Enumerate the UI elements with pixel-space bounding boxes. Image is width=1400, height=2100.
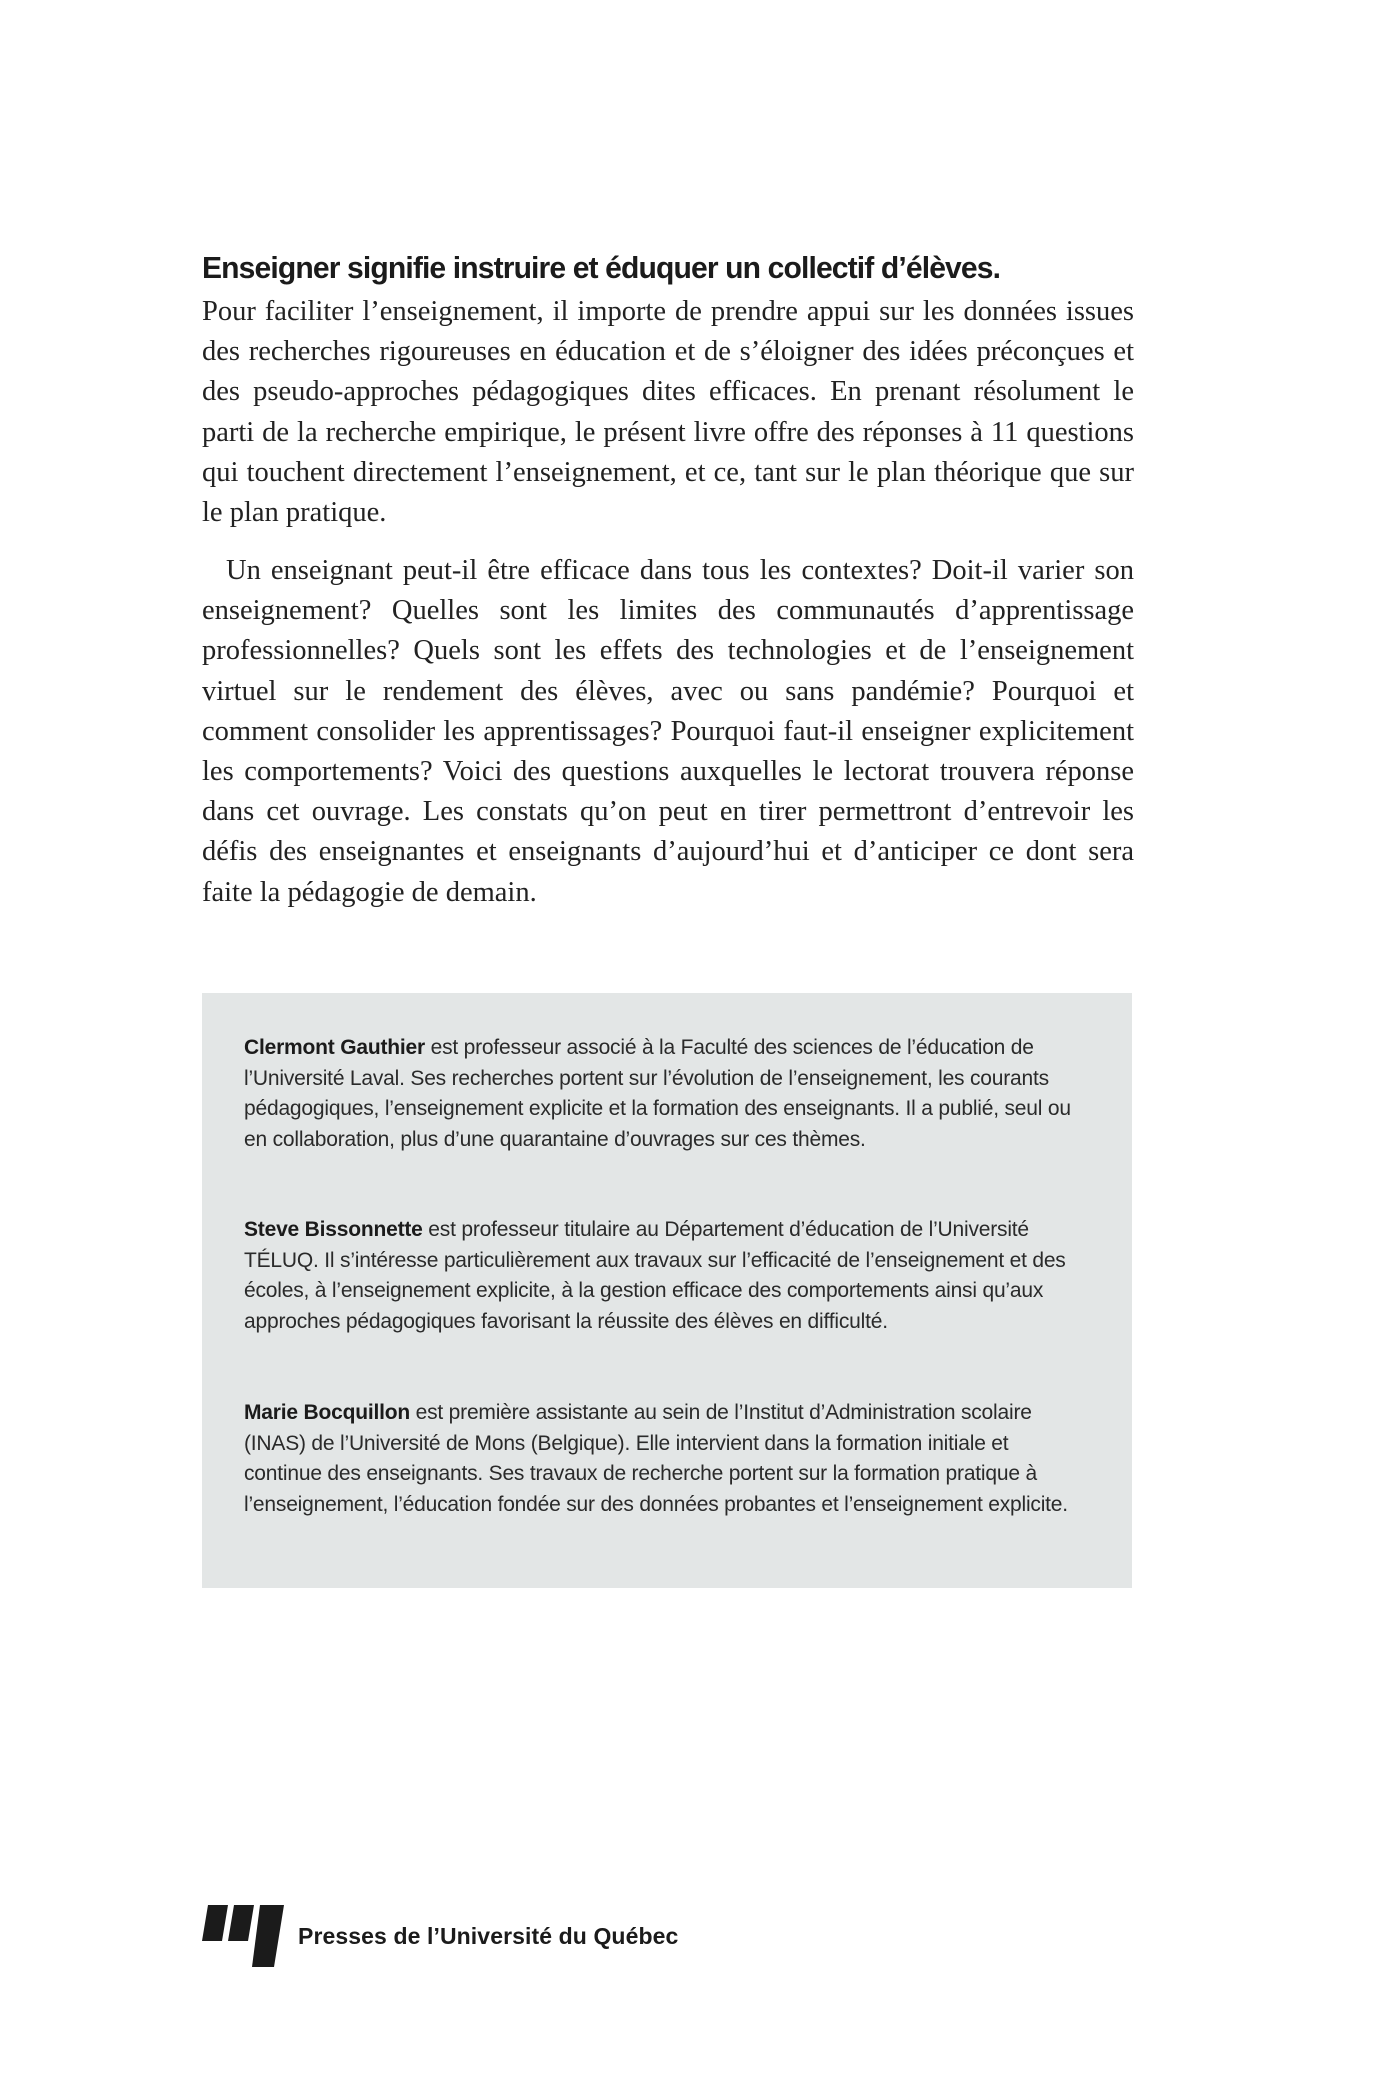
publisher-name: Presses de l’Université du Québec (298, 1923, 679, 1949)
author-bios-box (202, 993, 1132, 1588)
author-bio (244, 1398, 1074, 1520)
headline: Enseigner signifie instruire et éduquer un collectif d’élèves. (202, 250, 1001, 285)
intro-paragraph: Pour faciliter l’enseignement, il importe de prendre appui sur les données issues des recherches rigoureuses en éducation et de s’éloigner des idées préconçues et des pseudo-approches pédagogiques dites efficaces. En prenant résolument le parti de la recherche empirique, le présent livre offre des réponses à 11 questions qui touchent directement l’enseignement, et ce, tant sur le plan théorique que sur le plan pratique. (202, 296, 1134, 529)
author-name: Marie Bocquillon (244, 1401, 410, 1424)
author-bio (244, 1033, 1074, 1155)
author-bio-text: est professeur associé à la Faculté des sciences de l’éducation de l’Université Laval. Ses recherches portent sur l’évolution de l’enseignement, les courants pédagogiques, l’enseignement explicite et la formation des enseignants. Il a publié, seul ou en collaboration, plus d’une quarantaine d’ouvrages sur ces thèmes. (244, 1036, 1071, 1151)
author-name: Clermont Gauthier (244, 1036, 425, 1059)
author-bio-text: est professeur titulaire au Département d’éducation de l’Université TÉLUQ. Il s’intéresse particulièrement aux travaux sur l’efficacité de l’enseignement et des écoles, à l’enseignement explicite, à la gestion efficace des comportements ainsi qu’aux approches pédagogiques favorisant la réussite des élèves en difficulté. (244, 1218, 1066, 1333)
puq-logo-icon (202, 1903, 286, 1967)
author-bio-text: est première assistante au sein de l’Institut d’Administration scolaire (INAS) de l’Université de Mons (Belgique). Elle intervient dans la formation initiale et continue des enseignants. Ses travaux de recherche portent sur la formation pratique à l’enseignement, l’éducation fondée sur des données probantes et l’enseignement explicite. (244, 1401, 1068, 1516)
questions-paragraph: Un enseignant peut-il être efficace dans tous les contextes? Doit-il varier son enseignement? Quelles sont les limites des communautés d’apprentissage professionnelles? Quels sont les effets des technologies et de l’enseignement virtuel sur le rendement des élèves, avec ou sans pandémie? Pourquoi et comment consolider les apprentissages? Pourquoi faut-il enseigner explicitement les comportements? Voici des questions auxquelles le lectorat trouvera réponse dans cet ouvrage. Les constats qu’on peut en tirer permettront d’entrevoir les défis des enseignantes et enseignants d’aujourd’hui et d’anticiper ce dont sera faite la pédagogie de demain. (202, 555, 1134, 908)
author-name: Steve Bissonnette (244, 1218, 423, 1241)
author-bio (244, 1215, 1074, 1337)
